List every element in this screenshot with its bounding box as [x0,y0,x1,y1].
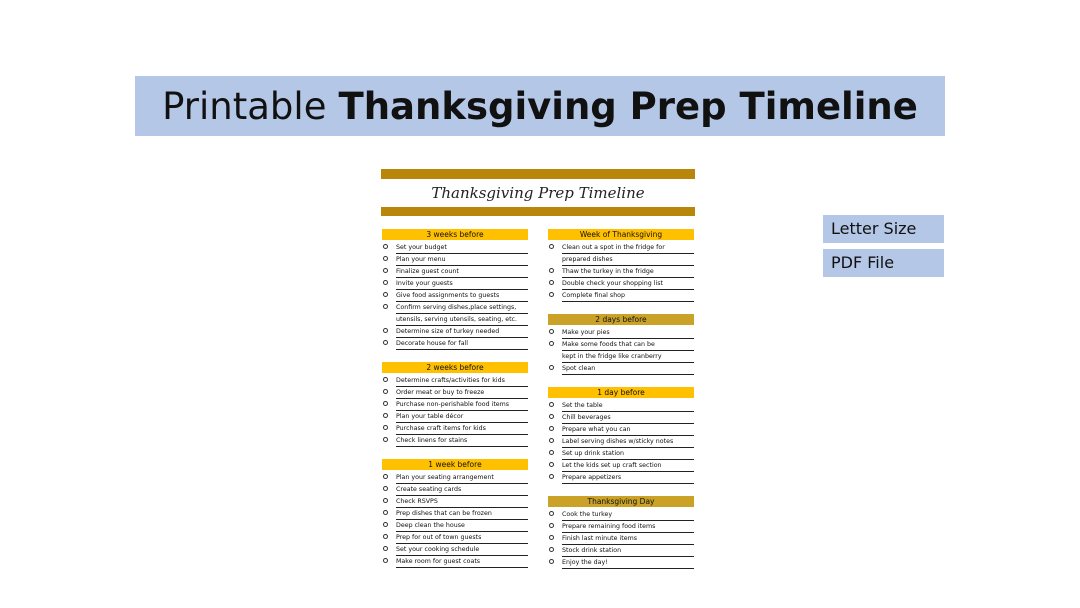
checkbox-circle-icon [549,244,554,249]
checklist-item-text: Purchase craft items for kids [396,425,486,432]
checklist-item [382,278,528,290]
checklist-item [382,387,528,399]
checklist-item [382,338,528,350]
checkbox-circle-icon [549,474,554,479]
checklist-item-text: Double check your shopping list [562,280,664,287]
checklist-item [382,520,528,532]
checklist-item [548,509,694,521]
checklist-item-text: Cook the turkey [562,511,613,518]
checklist-item-text: Confirm serving dishes,place settings, [396,304,517,311]
checkbox-circle-icon [549,414,554,419]
section-heading: 2 weeks before [382,362,528,373]
checkbox-circle-icon [383,268,388,273]
checklist-item [548,448,694,460]
checklist-item-text: Thaw the turkey in the fridge [562,268,654,275]
timeline-section [548,229,694,302]
checklist-item-text: Create seating cards [396,486,462,493]
checkbox-circle-icon [549,365,554,370]
checklist-item [548,557,694,569]
checklist-item [548,278,694,290]
checklist-item-text: Plan your menu [396,256,446,263]
checklist-item-text: Finalize guest count [396,268,459,275]
checklist-item [548,424,694,436]
right-column [548,229,694,569]
checklist-item-text: Check RSVPS [396,498,438,505]
checkbox-circle-icon [549,341,554,346]
checklist-item [548,436,694,448]
checklist-item-text: Order meat or buy to freeze [396,389,485,396]
checklist-item-text: Set your cooking schedule [396,546,480,553]
section-heading: 1 day before [548,387,694,398]
checkbox-circle-icon [549,523,554,528]
section-heading: Thanksgiving Day [548,496,694,507]
section-heading: 1 week before [382,459,528,470]
checkbox-circle-icon [383,558,388,563]
checkbox-circle-icon [383,256,388,261]
checklist-item-text: Deep clean the house [396,522,465,529]
checklist-item-text: Purchase non-perishable food items [396,401,510,408]
checklist-item-text: Plan your seating arrangement [396,474,494,481]
timeline-section [548,496,694,569]
checklist-item-text: Finish last minute items [562,535,638,542]
printable-sheet-preview [381,169,695,567]
checklist-item [382,544,528,556]
checklist-item [548,351,694,363]
checkbox-circle-icon [549,450,554,455]
checklist-item [548,545,694,557]
timeline-section [382,459,528,568]
checklist-item [548,400,694,412]
checklist-item-text: Prep dishes that can be frozen [396,510,492,517]
checklist-item-text: Clean out a spot in the fridge for [562,244,665,251]
checklist-item [548,412,694,424]
section-heading: 2 days before [548,314,694,325]
checkbox-circle-icon [549,292,554,297]
checklist-item-text: Plan your table décor [396,413,464,420]
checklist-item-text: Enjoy the day! [562,559,608,566]
checklist-item [382,375,528,387]
checkbox-circle-icon [549,547,554,552]
checklist-item-text: Complete final shop [562,292,626,299]
checklist-item [548,460,694,472]
checklist-item-text: Make room for guest coats [396,558,481,565]
section-heading: Week of Thanksgiving [548,229,694,240]
checklist-item-text: Let the kids set up craft section [562,462,662,469]
checkbox-circle-icon [383,413,388,418]
checkbox-circle-icon [383,486,388,491]
checkbox-circle-icon [383,474,388,479]
checkbox-circle-icon [383,304,388,309]
checkbox-circle-icon [549,535,554,540]
checklist-item [382,242,528,254]
checklist-item-text: Prep for out of town guests [396,534,482,541]
checkbox-circle-icon [549,559,554,564]
checklist-item [382,326,528,338]
checklist-item [548,266,694,278]
checklist-item-text: utensils, serving utensils, seating, etc. [396,316,518,323]
section-heading: 3 weeks before [382,229,528,240]
checklist-item-text: Set up drink station [562,450,624,457]
checklist-item [548,339,694,351]
timeline-section [548,387,694,484]
checkbox-circle-icon [383,244,388,249]
checklist-item-text: Set the table [562,402,603,409]
checklist-item-text: Decorate house for fall [396,340,469,347]
checklist-item-text: kept in the fridge like cranberry [562,353,662,360]
checkbox-circle-icon [383,437,388,442]
checkbox-circle-icon [383,389,388,394]
checklist-item-text: Determine crafts/activities for kids [396,377,505,384]
letter-size-tag: Letter Size [823,215,944,243]
checklist-item [382,290,528,302]
checkbox-circle-icon [383,546,388,551]
checklist-item [382,484,528,496]
checkbox-circle-icon [383,425,388,430]
checkbox-circle-icon [383,510,388,515]
checklist-item-text: Spot clean [562,365,596,372]
checklist-item [548,472,694,484]
checklist-item [382,411,528,423]
sheet-title: Thanksgiving Prep Timeline [431,184,645,202]
checklist-item-text: Make your pies [562,329,610,336]
checklist-item [548,363,694,375]
checklist-item-text: Check linens for stains [396,437,468,444]
checkbox-circle-icon [383,328,388,333]
page-banner [135,76,945,136]
checkbox-circle-icon [383,522,388,527]
checklist-item [548,327,694,339]
checklist-item [382,254,528,266]
checkbox-circle-icon [383,401,388,406]
checklist-item [382,302,528,314]
checkbox-circle-icon [383,340,388,345]
checklist-item [382,423,528,435]
checklist-item [382,435,528,447]
timeline-section [382,362,528,447]
checklist-item-text: Prepare what you can [562,426,631,433]
checklist-item-text: Prepare appetizers [562,474,622,481]
checklist-item-text: Stock drink station [562,547,622,554]
checklist-item [382,508,528,520]
timeline-section [382,229,528,350]
checklist-item-text: prepared dishes [562,256,613,263]
checkbox-circle-icon [383,292,388,297]
checklist-item [382,314,528,326]
checklist-item-text: Set your budget [396,244,447,251]
checklist-item-text: Determine size of turkey needed [396,328,500,335]
checklist-item [382,556,528,568]
checklist-item-text: Chill beverages [562,414,611,421]
checklist-item [382,532,528,544]
checkbox-circle-icon [383,498,388,503]
checklist-item-text: Give food assignments to guests [396,292,500,299]
checkbox-circle-icon [549,511,554,516]
checklist-item [548,290,694,302]
banner-title: Thanksgiving Prep Timeline [338,84,918,128]
checklist-item-text: Invite your guests [396,280,453,287]
sheet-top-bar [381,169,695,179]
checklist-item [548,533,694,545]
checkbox-circle-icon [549,329,554,334]
checkbox-circle-icon [549,268,554,273]
banner-prefix: Printable [162,84,327,128]
checkbox-circle-icon [549,402,554,407]
checkbox-circle-icon [383,377,388,382]
checklist-item [382,266,528,278]
checkbox-circle-icon [549,280,554,285]
pdf-file-tag: PDF File [823,249,944,277]
timeline-section [548,314,694,375]
checkbox-circle-icon [383,280,388,285]
checklist-item-text: Make some foods that can be [562,341,655,348]
sheet-title-bar [381,207,695,216]
checklist-item [548,521,694,533]
left-column [382,229,528,568]
checkbox-circle-icon [383,534,388,539]
checklist-item-text: Prepare remaining food items [562,523,656,530]
checkbox-circle-icon [549,426,554,431]
checklist-item [548,242,694,254]
checklist-item-text: Label serving dishes w/sticky notes [562,438,674,445]
checklist-item [382,496,528,508]
checkbox-circle-icon [549,462,554,467]
checklist-item [382,472,528,484]
checkbox-circle-icon [549,438,554,443]
checklist-item [382,399,528,411]
checklist-item [548,254,694,266]
